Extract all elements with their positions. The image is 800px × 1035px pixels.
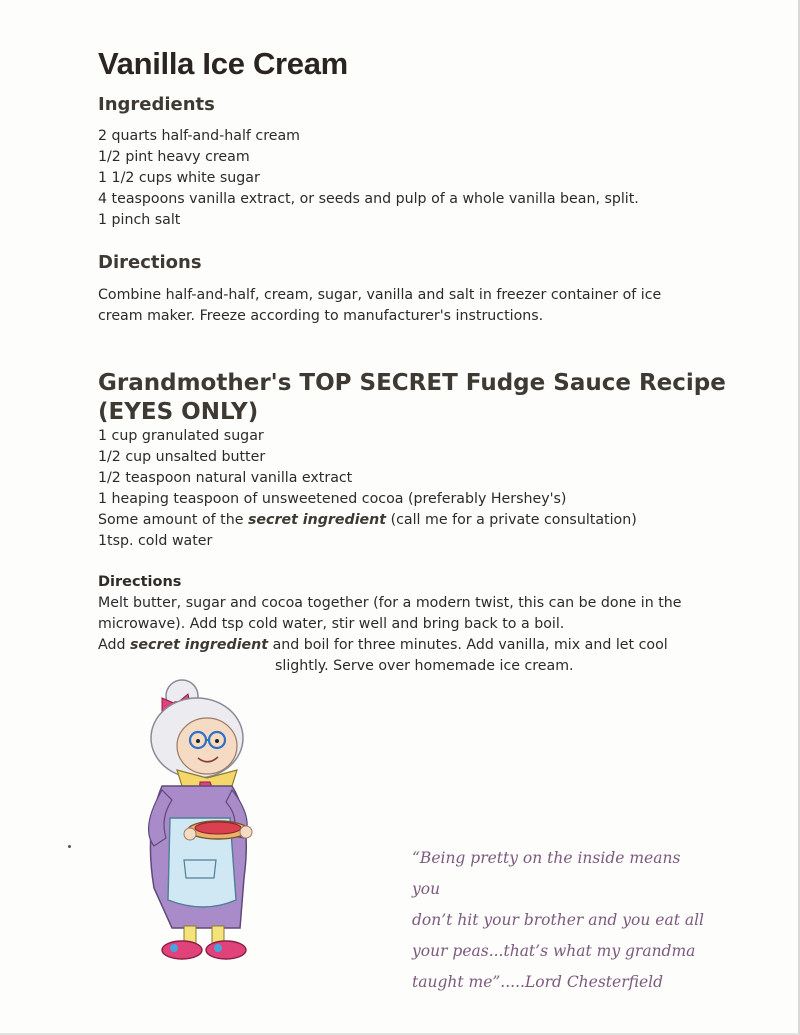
fudge-directions-part2: and boil for three minutes. Add vanilla, mix and let cool xyxy=(268,637,668,653)
grandma-illustration xyxy=(132,678,257,963)
fudge-ingredient-item: 1/2 teaspoon natural vanilla extract xyxy=(98,470,353,486)
quote-line: don’t hit your brother and you eat all xyxy=(412,911,705,929)
ingredient-item: 1 pinch salt xyxy=(98,212,181,228)
quote-line: taught me”.....Lord Chesterfield xyxy=(412,973,663,991)
fudge-ingredients-list xyxy=(98,426,637,552)
ingredients-heading: Ingredients xyxy=(98,94,215,115)
directions-text: Combine half-and-half, cream, sugar, vanilla and salt in freezer container of ice cream maker. Freeze according to manufacturer's instructions. xyxy=(98,287,662,324)
fudge-recipe-title: Grandmother's TOP SECRET Fudge Sauce Recipe (EYES ONLY) xyxy=(98,370,726,425)
ingredient-item: 1 1/2 cups white sugar xyxy=(98,170,260,186)
ingredient-item: 4 teaspoons vanilla extract, or seeds and pulp of a whole vanilla bean, split. xyxy=(98,191,639,207)
quote-line: your peas...that’s what my grandma xyxy=(412,942,696,960)
recipe-title: Vanilla Ice Cream xyxy=(98,46,348,81)
quote-block xyxy=(412,843,712,998)
fudge-ingredient-item: 1/2 cup unsalted butter xyxy=(98,449,266,465)
fudge-secret-emphasis: secret ingredient xyxy=(129,637,269,653)
ingredient-item: 2 quarts half-and-half cream xyxy=(98,128,300,144)
secret-ingredient-emphasis: secret ingredient xyxy=(247,512,387,528)
fudge-directions-text xyxy=(98,593,708,677)
secret-line-before: Some amount of the xyxy=(98,512,248,528)
fudge-directions-part3: slightly. Serve over homemade ice cream. xyxy=(275,658,574,674)
directions-heading: Directions xyxy=(98,252,202,273)
secret-line-after: (call me for a private consultation) xyxy=(386,512,637,528)
ingredient-item: 1/2 pint heavy cream xyxy=(98,149,250,165)
fudge-ingredient-item: 1 cup granulated sugar xyxy=(98,428,264,444)
fudge-directions-add: Add xyxy=(98,637,130,653)
ingredients-list xyxy=(98,126,639,231)
fudge-directions-heading: Directions xyxy=(98,574,182,590)
quote-line: “Being pretty on the inside means you xyxy=(412,849,681,898)
fudge-ingredient-item: 1tsp. cold water xyxy=(98,533,213,549)
fudge-ingredient-item: 1 heaping teaspoon of unsweetened cocoa (preferably Hershey's) xyxy=(98,491,567,507)
secret-ingredient-item xyxy=(98,510,637,531)
fudge-directions-part1: Melt butter, sugar and cocoa together (for a modern twist, this can be done in the microwave). Add tsp cold water, stir well and bring back to a boil. xyxy=(98,595,682,632)
scan-speck xyxy=(68,845,71,848)
